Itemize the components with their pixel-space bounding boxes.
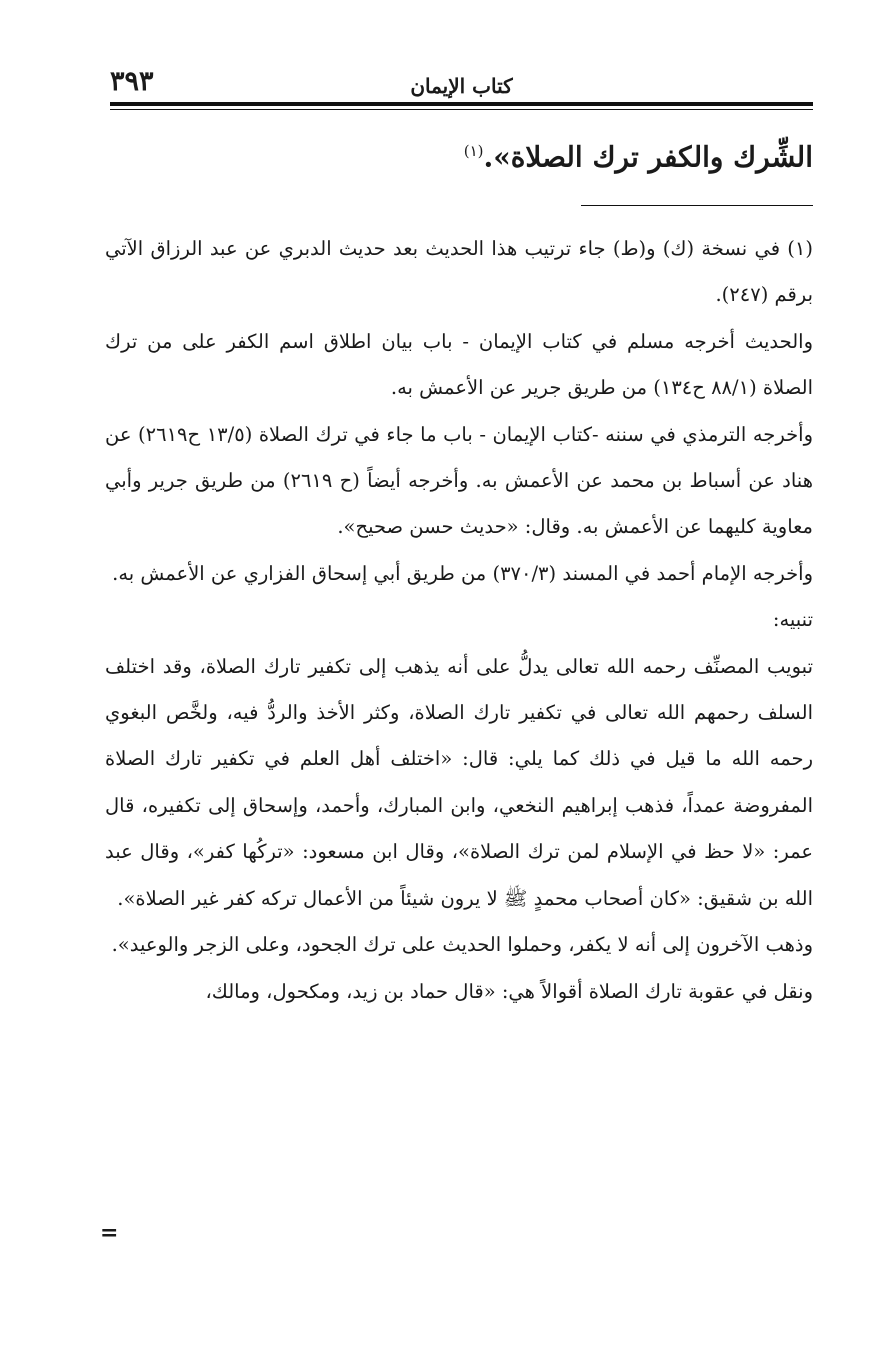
- footnote-paragraph: (١) في نسخة (ك) و(ط) جاء ترتيب هذا الحديث بعد حديث الدبري عن عبد الرزاق الآتي برقم (٢٤٧).: [105, 237, 813, 307]
- main-text: [110, 126, 813, 182]
- continuation-mark: =: [100, 1220, 119, 1246]
- footnote-note-label: تنبيه:: [772, 608, 813, 632]
- page-header: [110, 64, 813, 104]
- footnotes: [105, 226, 813, 1015]
- footnote-paragraph: وأخرجه الترمذي في سننه -كتاب الإيمان - باب ما جاء في ترك الصلاة (١٣/٥ ح٢٦١٩) عن هناد عن أسباط بن محمد عن الأعمش به. وأخرجه أيضاً (ح ٢٦١٩) من طريق جرير وأبي معاوية كليهما عن الأعمش به. وقال: «حديث حسن صحيح».: [105, 422, 813, 539]
- footnote-paragraph: ونقل في عقوبة تارك الصلاة أقوالاً هي: «قال حماد بن زيد، ومكحول، ومالك،: [205, 979, 813, 1003]
- main-text-body: الشِّرك والكفر ترك الصلاة».: [483, 140, 813, 174]
- footnote-paragraph: والحديث أخرجه مسلم في كتاب الإيمان - باب بيان اطلاق اسم الكفر على من ترك الصلاة (٨٨/١ ح١٣٤) من طريق جرير عن الأعمش به.: [105, 329, 813, 400]
- footnote-paragraph: وذهب الآخرون إلى أنه لا يكفر، وحملوا الحديث على ترك الجحود، وعلى الزجر والوعيد».: [111, 933, 813, 957]
- page-number: ٣٩٣: [110, 66, 154, 97]
- header-rule-thick: [110, 102, 813, 106]
- running-title: كتاب الإيمان: [410, 74, 513, 98]
- footnote-separator: [581, 205, 813, 206]
- footnote-paragraph: تبويب المصنِّف رحمه الله تعالى يدلُّ على أنه يذهب إلى تكفير تارك الصلاة، وقد اختلف السلف رحمهم الله تعالى في تكفير تارك الصلاة، وكثر الأخذ والردُّ فيه، ولخَّص البغوي رحمه الله ما قيل في ذلك كما يلي: قال: «اختلف أهل العلم في تكفير تارك الصلاة المفروضة عمداً، فذهب إبراهيم النخعي، وابن المبارك، وأحمد، وإسحاق إلى تكفيره، قال عمر: «لا حظ في الإسلام لمن ترك الصلاة»، وقال ابن مسعود: «تركُها كفر»، وقال عبد الله بن شقيق: «كان أصحاب محمدٍ ﷺ لا يرون شيئاً من الأعمال تركه كفر غير الصلاة».: [105, 654, 813, 910]
- header-rule-thin: [110, 109, 813, 110]
- footnote-reference: (١): [463, 142, 484, 160]
- footnote-paragraph: وأخرجه الإمام أحمد في المسند (٣٧٠/٣) من طريق أبي إسحاق الفزاري عن الأعمش به.: [112, 561, 813, 585]
